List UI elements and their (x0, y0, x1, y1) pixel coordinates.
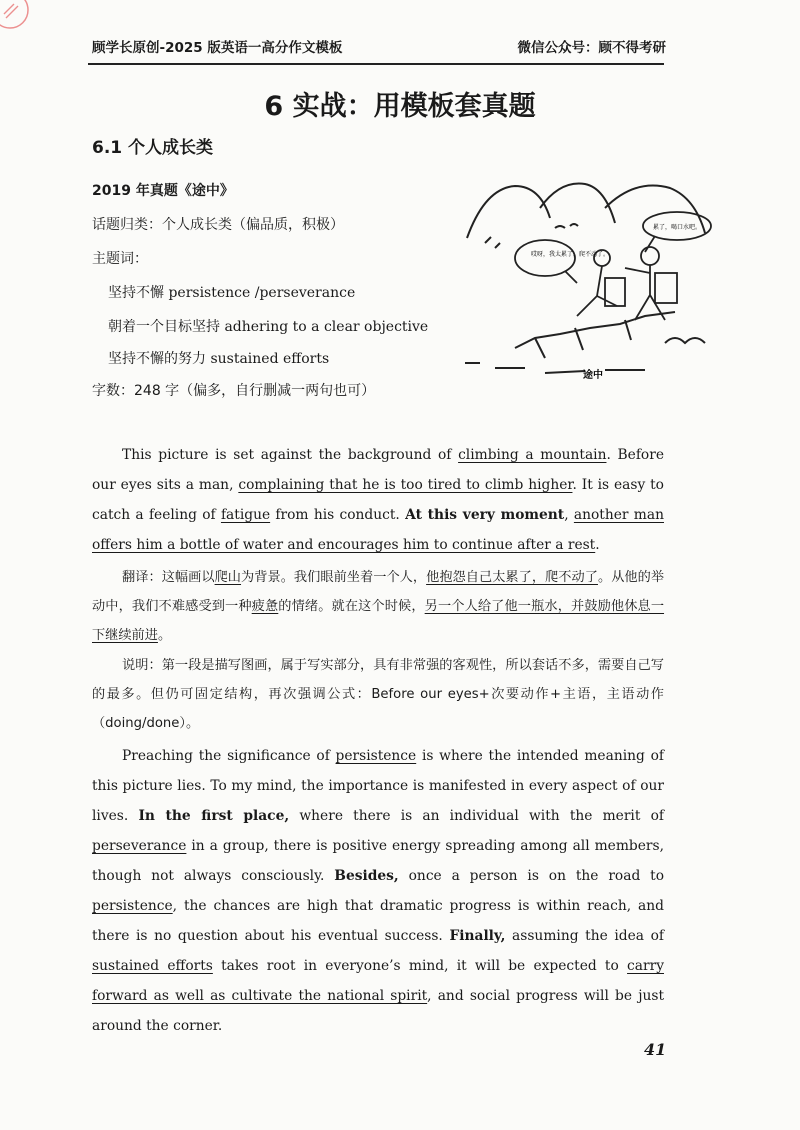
corner-stamp-icon (0, 0, 38, 38)
speech-bubble-right: 累了，喝口水吧。 (653, 224, 702, 231)
header-left: 顾学长原创-2025 版英语一高分作文模板 (92, 40, 343, 56)
header-right: 微信公众号：顾不得考研 (517, 40, 666, 56)
topic-category: 话题归类：个人成长类（偏品质，积极） (92, 217, 344, 233)
essay-paragraph-2: Preaching the significance of persistence is where the intended meaning of this picture lies. To my mind, the importance is manifested in every aspect of our lives. In the first place, where there is an individual with the merit of perseverance in a group, there is positive energy spreading among all members, though not always consciously. Besides, once a person is on the road to persistence, the chances are high that dramatic progress is within reach, and there is no question about his eventual success. Finally, assuming the idea of sustained efforts takes root in everyone’s mind, it will be expected to carry forward as well as cultivate the national spirit, and social progress will be just around the corner. (92, 748, 665, 1034)
keyword-item: 坚持不懈 persistence /perseverance (108, 285, 356, 301)
essay-paragraph-1: This picture is set against the background of climbing a mountain. Before our eyes sits a man, complaining that he is too tired to climb higher. It is easy to catch a feeling of fatigue from his conduct. At this very moment, another man offers him a bottle of water and encourages him to continue after a rest. (92, 447, 664, 553)
keyword-item: 朝着一个目标坚持 adhering to a clear objective (108, 319, 429, 335)
word-count: 字数：248 字（偏多，自行删减一两句也可） (92, 383, 376, 399)
cartoon-illustration (455, 178, 725, 388)
speech-bubble-left: 哎呀，我太累了，爬不动了。 (531, 251, 610, 258)
translation-paragraph: 翻译：这幅画以爬山为背景。我们眼前坐着一个人，他抱怨自己太累了，爬不动了。从他的举动中，我们不难感受到一种疲惫的情绪。就在这个时候，另一个人给了他一瓶水，并鼓励他休息一下继续前进。 (92, 570, 665, 643)
keyword-item: 坚持不懈的努力 sustained efforts (108, 351, 330, 367)
page-number: 41 (644, 1040, 667, 1059)
keywords-label: 主题词： (92, 251, 148, 267)
cartoon-caption: 途中 (583, 370, 603, 381)
explanation-note: 说明：第一段是描写图画，属于写实部分，具有非常强的客观性，所以套话不多，需要自己写的最多。但仍可固定结构，再次强调公式：Before our eyes+次要动作+主语，主语动作（doing/done）。 (92, 658, 664, 731)
section-heading: 6.1 个人成长类 (92, 138, 214, 158)
chapter-title: 6 实战：用模板套真题 (264, 91, 536, 122)
header-divider (88, 63, 664, 65)
exam-title: 2019 年真题《途中》 (92, 183, 234, 199)
